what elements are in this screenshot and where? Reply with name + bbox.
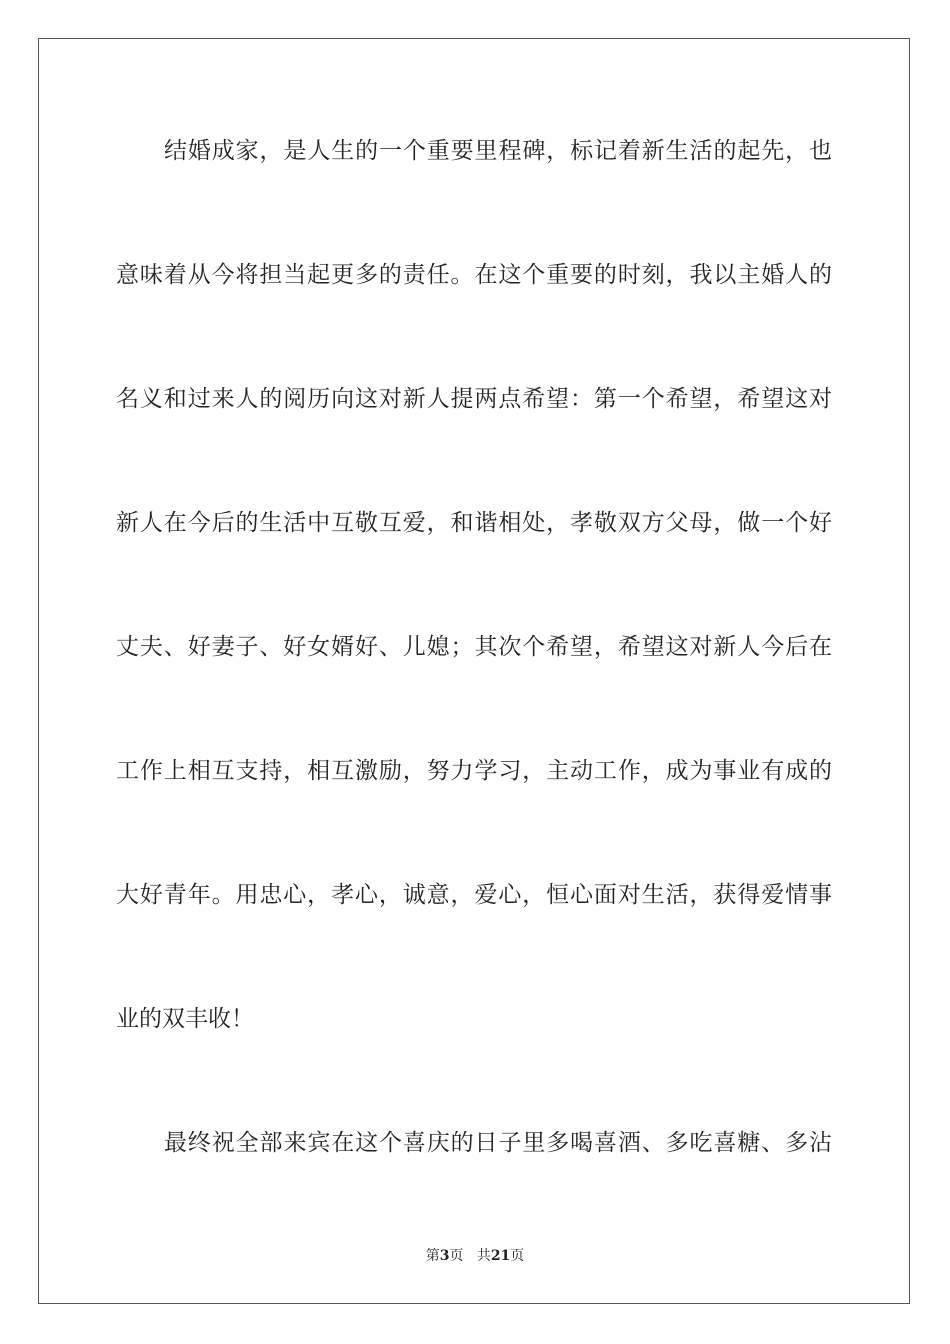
footer-page-number: 3 [439,1248,450,1264]
footer-total-pages: 21 [490,1248,511,1264]
footer-total-suffix: 页 [510,1248,525,1264]
paragraph-1-line-4: 新人在今后的生活中互敬互爱，和谐相处，孝敬双方父母，做一个好 [116,510,832,536]
paragraph-1-line-5: 丈夫、好妻子、好女婿好、儿媳；其次个希望，希望这对新人今后在 [116,634,832,660]
page-border [38,38,910,1304]
footer-total-prefix: 共 [476,1248,491,1264]
paragraph-1-line-1: 结婚成家，是人生的一个重要里程碑，标记着新生活的起先，也 [164,138,832,164]
paragraph-1-line-6: 工作上相互支持，相互激励，努力学习，主动工作，成为事业有成的 [116,758,832,784]
footer-page-suffix: 页 [449,1248,464,1264]
page-footer [0,1245,950,1265]
footer-page-prefix: 第 [425,1248,440,1264]
paragraph-2-line-1: 最终祝全部来宾在这个喜庆的日子里多喝喜酒、多吃喜糖、多沾 [164,1130,832,1156]
paragraph-1-line-3: 名义和过来人的阅历向这对新人提两点希望：第一个希望，希望这对 [116,386,832,412]
paragraph-1-line-2: 意味着从今将担当起更多的责任。在这个重要的时刻，我以主婚人的 [116,262,832,288]
paragraph-1-line-7: 大好青年。用忠心，孝心，诚意，爱心，恒心面对生活，获得爱情事 [116,882,832,908]
paragraph-1-line-8: 业的双丰收！ [116,1006,254,1032]
